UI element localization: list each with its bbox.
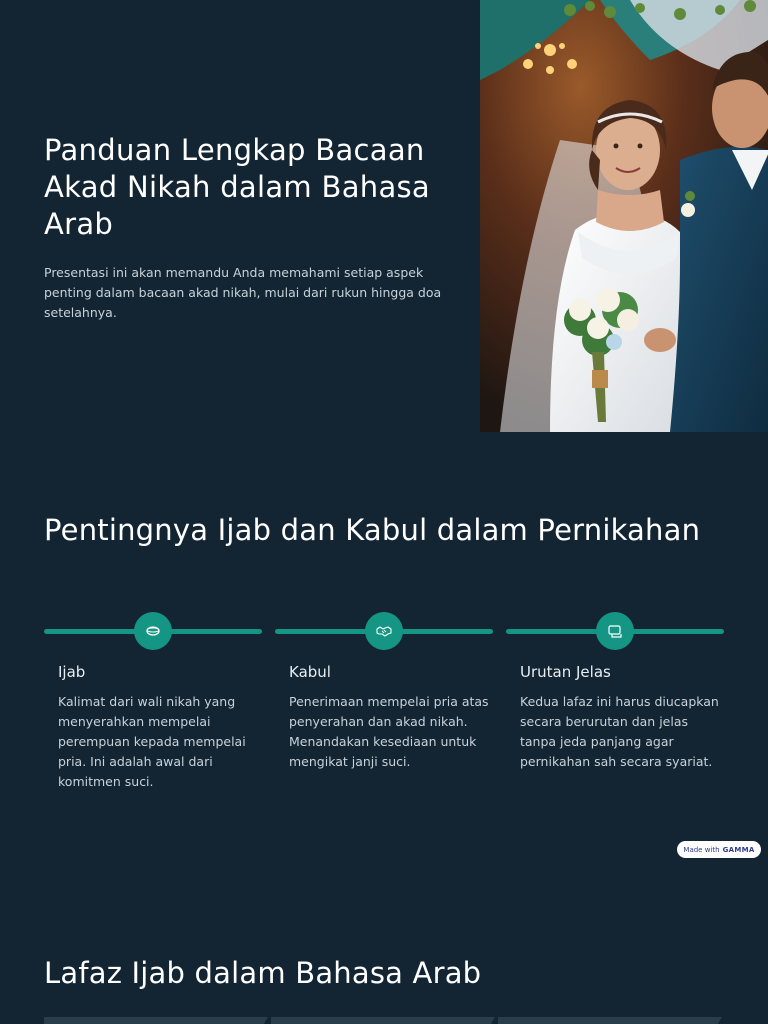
timeline-item-kabul xyxy=(275,612,493,812)
badge-prefix: Made with xyxy=(683,845,720,854)
timeline-marker xyxy=(596,612,634,650)
importance-title: Pentingnya Ijab dan Kabul dalam Pernikahan xyxy=(44,513,701,547)
ijab-card xyxy=(498,1017,716,1024)
timeline-item-ijab xyxy=(44,612,262,812)
hero-section xyxy=(0,0,768,432)
ijab-section-title: Lafaz Ijab dalam Bahasa Arab xyxy=(44,956,482,990)
timeline-marker xyxy=(134,612,172,650)
hero-title: Panduan Lengkap Bacaan Akad Nikah dalam Bahasa Arab xyxy=(44,133,430,241)
importance-timeline xyxy=(44,612,724,812)
timeline-heading: Urutan Jelas xyxy=(520,663,611,681)
wedding-couple-image xyxy=(480,0,768,432)
gamma-logo: GAMMA xyxy=(722,845,755,854)
hero-description: Presentasi ini akan memandu Anda memahami setiap aspek penting dalam bacaan akad nikah, mulai dari rukun hingga doa setelahnya. xyxy=(44,265,442,320)
timeline-heading: Kabul xyxy=(289,663,331,681)
timeline-item-urutan-jelas xyxy=(506,612,724,812)
timeline-heading: Ijab xyxy=(58,663,86,681)
timeline-text: Kedua lafaz ini harus diucapkan secara berurutan dan jelas tanpa jeda panjang agar pernikahan sah secara syariat. xyxy=(520,694,719,769)
ring-icon xyxy=(145,623,161,639)
ijab-card xyxy=(271,1017,489,1024)
timeline-marker xyxy=(365,612,403,650)
scroll-icon xyxy=(607,623,623,639)
made-with-gamma-badge[interactable] xyxy=(677,841,761,858)
ijab-card xyxy=(44,1017,262,1024)
handshake-icon xyxy=(376,623,392,639)
timeline-text: Kalimat dari wali nikah yang menyerahkan mempelai perempuan kepada mempelai pria. Ini adalah awal dari komitmen suci. xyxy=(58,694,246,789)
timeline-text: Penerimaan mempelai pria atas penyerahan dan akad nikah. Menandakan kesediaan untuk mengikat janji suci. xyxy=(289,694,489,769)
